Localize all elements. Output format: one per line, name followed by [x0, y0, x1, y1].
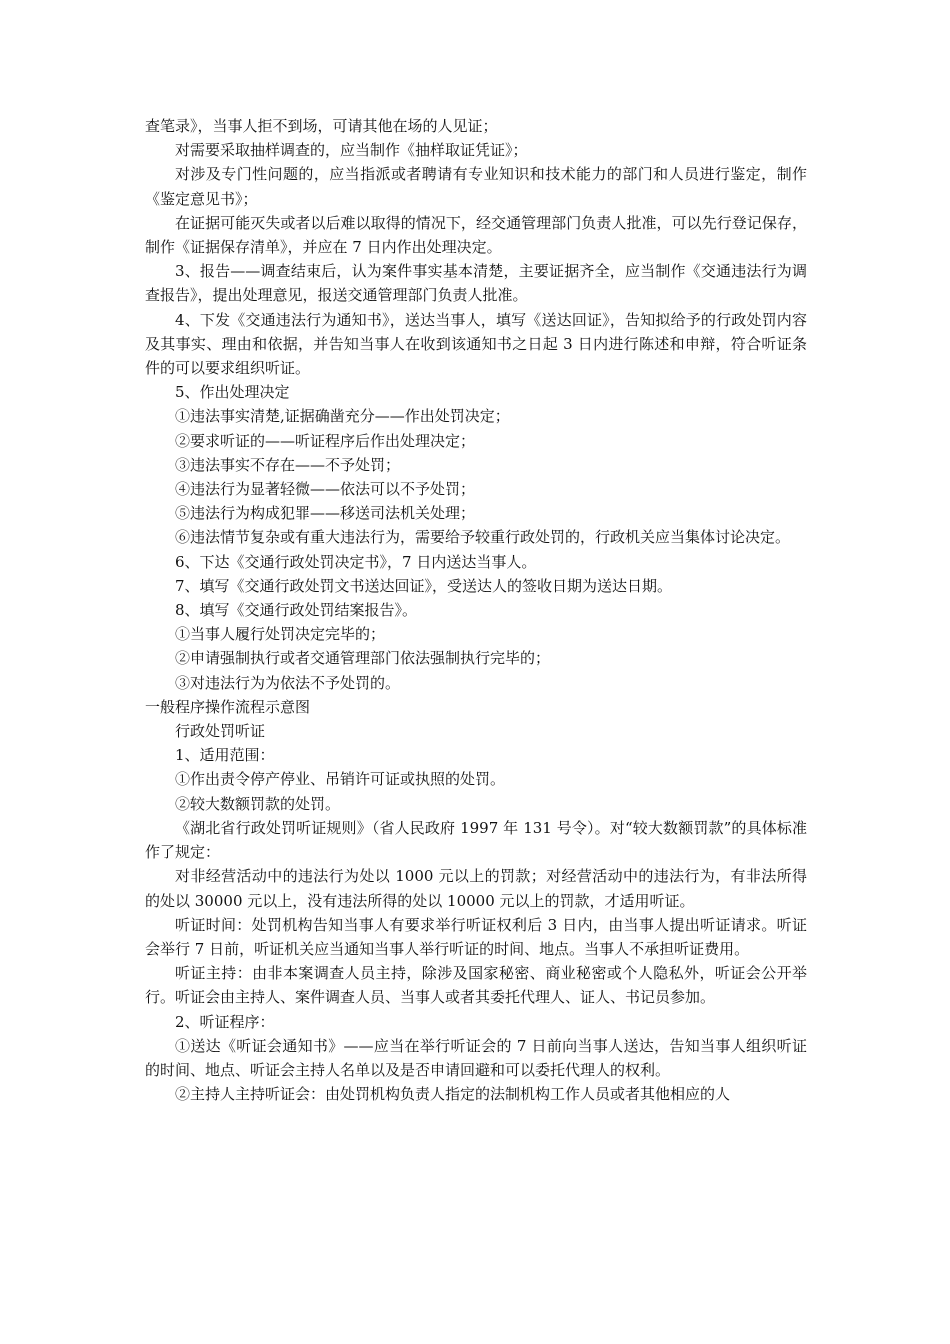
paragraph: ⑤违法行为构成犯罪——移送司法机关处理；: [175, 504, 476, 523]
paragraph: 在证据可能灭失或者以后难以取得的情况下，经交通管理部门负责人批准，可以先行登记保存，制作《证据保存清单》，并应在 7 日内作出处理决定。: [145, 213, 807, 257]
paragraph: 4、下发《交通违法行为通知书》，送达当事人，填写《送达回证》，告知拟给予的行政处罚内容及其事实、理由和依据，并告知当事人在收到该通知书之日起 3 日内进行陈述和申辩，符合听证条件的可以要求组织听证。: [145, 310, 807, 378]
paragraph: ②较大数额罚款的处罚。: [175, 794, 341, 813]
paragraph: ①当事人履行处罚决定完毕的；: [175, 625, 386, 644]
paragraph: 2、听证程序：: [175, 1012, 275, 1031]
paragraph: ⑥违法情节复杂或有重大违法行为，需要给予较重行政处罚的，行政机关应当集体讨论决定。: [175, 528, 791, 547]
paragraph: ①作出责令停产停业、吊销许可证或执照的处罚。: [175, 770, 506, 789]
document-body: [145, 114, 807, 1106]
paragraph: 1、适用范围：: [175, 746, 275, 765]
paragraph: ③对违法行为为依法不予处罚的。: [175, 673, 401, 692]
paragraph: 听证时间：处罚机构告知当事人有要求举行听证权利后 3 日内，由当事人提出听证请求。听证会举行 7 日前，听证机关应当通知当事人举行听证的时间、地点。当事人不承担听证费用。: [145, 915, 807, 958]
paragraph: 对需要采取抽样调查的，应当制作《抽样取证凭证》；: [175, 141, 528, 160]
paragraph: 8、填写《交通行政处罚结案报告》。: [175, 601, 418, 620]
paragraph: 一般程序操作流程示意图: [145, 697, 311, 716]
paragraph: ②主持人主持听证会：由处罚机构负责人指定的法制机构工作人员或者其他相应的人: [175, 1085, 731, 1104]
paragraph: ①送达《听证会通知书》——应当在举行听证会的 7 日前向当事人送达，告知当事人组织听证的时间、地点、听证会主持人名单以及是否申请回避和可以委托代理人的权利。: [145, 1036, 807, 1079]
paragraph: ④违法行为显著轻微——依法可以不予处罚；: [175, 480, 476, 499]
paragraph: 3、报告——调查结束后，认为案件事实基本清楚，主要证据齐全，应当制作《交通违法行为调查报告》，提出处理意见，报送交通管理部门负责人批准。: [145, 262, 807, 305]
paragraph: 7、填写《交通行政处罚文书送达回证》，受送达人的签收日期为送达日期。: [175, 576, 673, 595]
paragraph: 查笔录》，当事人拒不到场，可请其他在场的人见证；: [145, 117, 498, 135]
paragraph: 对非经营活动中的违法行为处以 1000 元以上的罚款；对经营活动中的违法行为，有非法所得的处以 30000 元以上，没有违法所得的处以 10000 元以上的罚款，才适用听证。: [145, 867, 807, 910]
paragraph: ②要求听证的——听证程序后作出处理决定；: [175, 431, 476, 450]
paragraph: 6、下达《交通行政处罚决定书》，7 日内送达当事人。: [175, 552, 537, 571]
paragraph: ②申请强制执行或者交通管理部门依法强制执行完毕的；: [175, 649, 551, 668]
paragraph: ①违法事实清楚,证据确凿充分——作出处罚决定；: [175, 407, 510, 426]
paragraph: 《湖北省行政处罚听证规则》（省人民政府 1997 年 131 号令）。对“较大数额罚款”的具体标准作了规定：: [145, 818, 807, 862]
paragraph: 行政处罚听证: [175, 722, 266, 741]
paragraph: 听证主持：由非本案调查人员主持，除涉及国家秘密、商业秘密或个人隐私外，听证会公开举行。听证会由主持人、案件调查人员、当事人或者其委托代理人、证人、书记员参加。: [145, 964, 807, 1007]
paragraph: 对涉及专门性问题的，应当指派或者聘请有专业知识和技术能力的部门和人员进行鉴定，制作《鉴定意见书》；: [145, 165, 807, 208]
paragraph: 5、作出处理决定: [175, 383, 290, 402]
paragraph: ③违法事实不存在——不予处罚；: [175, 455, 401, 474]
